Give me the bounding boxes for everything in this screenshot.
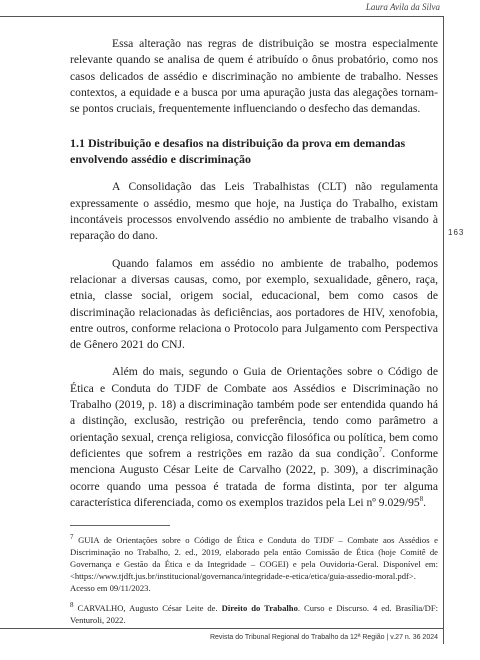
paragraph-2: A Consolidação das Leis Trabalhistas (CLT) não regulamenta expressamente o assédio, mesmo que hoje, na Justiça do Trabalho, existam incontáveis processos envolvendo assédio no ambiente de trabalho visando à reparação do dano. — [70, 180, 438, 243]
section-heading: 1.1 Distribuição e desafios na distribuição da prova em demandas envolvendo assédio e discriminação — [70, 136, 406, 167]
header-rule — [0, 16, 444, 17]
paragraph-1: Essa alteração nas regras de distribuição se mostra especialmente relevante quando se analisa de quem é atribuído o ônus probatório, como nos casos delicados de assédio e discriminação no ambiente de trabalho. Nesses contextos, a equidade e a busca por uma apuração justa das alegações tornam-se pontos cruciais, frequentemente influenciando o desfecho das demandas. — [70, 37, 438, 116]
footnote-8-title: Direito do Trabalho — [221, 603, 298, 614]
footnote-8-number: 8 — [70, 601, 74, 610]
footnote-ref-7[interactable]: 7 — [378, 446, 383, 455]
paragraph-4 — [70, 364, 438, 511]
footnote-7 — [70, 534, 438, 594]
footnote-7-number: 7 — [70, 533, 74, 542]
paragraph-4-part-2: . Conforme menciona Augusto César Leite de Carvalho (2022, p. 309), a discriminação ocorre quando uma pessoa é tratada de forma distinta, por ter alguma característica diferenciada, como os exemplos trazidos pela Lei nº 9.029/95 — [70, 446, 438, 509]
footer-journal: Revista do Tribunal Regional do Trabalho da 12ª Região | v.27 n. 36 2024 — [209, 634, 438, 641]
footnote-8-text-post: . Curso e Discurso. 4 ed. Brasília/DF: Venturoli, 2022. — [70, 603, 439, 626]
paragraph-4-part-3: . — [423, 495, 427, 509]
footnote-separator — [70, 525, 170, 526]
running-head-author: Laura Avila da Silva — [365, 2, 440, 12]
margin-rule — [443, 16, 444, 644]
footnote-7-text: GUIA de Orientações sobre o Código de Ética e Conduta do TJDF – Combate aos Assédios e Discriminação no Trabalho, 2. ed., 2019, elaborado pela então Comissão de Ética (hoje Comitê de Governança e Gestão da Ética e da Integridade – COGEI) e pela Ouvidoria-Geral. Disponível em: <https://www.tjdft.jus.br/institucional/governanca/integridade-e-etica/etica/guia-assedio-moral.pdf>. Acesso em 09/11/2023. — [70, 535, 438, 594]
footnote-8 — [70, 602, 438, 626]
footnote-ref-8[interactable]: 8 — [419, 494, 424, 503]
page-number: 163 — [448, 228, 465, 237]
footer-rule — [0, 628, 444, 629]
paragraph-4-part-1: Além do mais, segundo o Guia de Orientações sobre o Código de Ética e Conduta do TJDF de Combate aos Assédios e Discriminação no Trabalho (2019, p. 18) a discriminação também pode ser entendida quando há a distinção, exclusão, restrição ou preferência, tendo como parâmetro a orientação sexual, crença religiosa, convicção filosófica ou política, bem como deficientes que sofrem a restrições em razão da sua condição — [70, 365, 438, 460]
footnote-8-text-pre: CARVALHO, Augusto César Leite de. — [73, 603, 222, 614]
paragraph-3: Quando falamos em assédio no ambiente de trabalho, podemos relacionar a diversas causas, como, por exemplo, sexualidade, gênero, raça, etnia, classe social, origem social, educacional, bem como casos de discriminação relacionadas às deficiências, aos portadores de HIV, xenofobia, entre outros, conforme relaciona o Protocolo para Julgamento com Perspectiva de Gênero 2021 do CNJ. — [70, 256, 438, 352]
page-body — [70, 36, 438, 626]
